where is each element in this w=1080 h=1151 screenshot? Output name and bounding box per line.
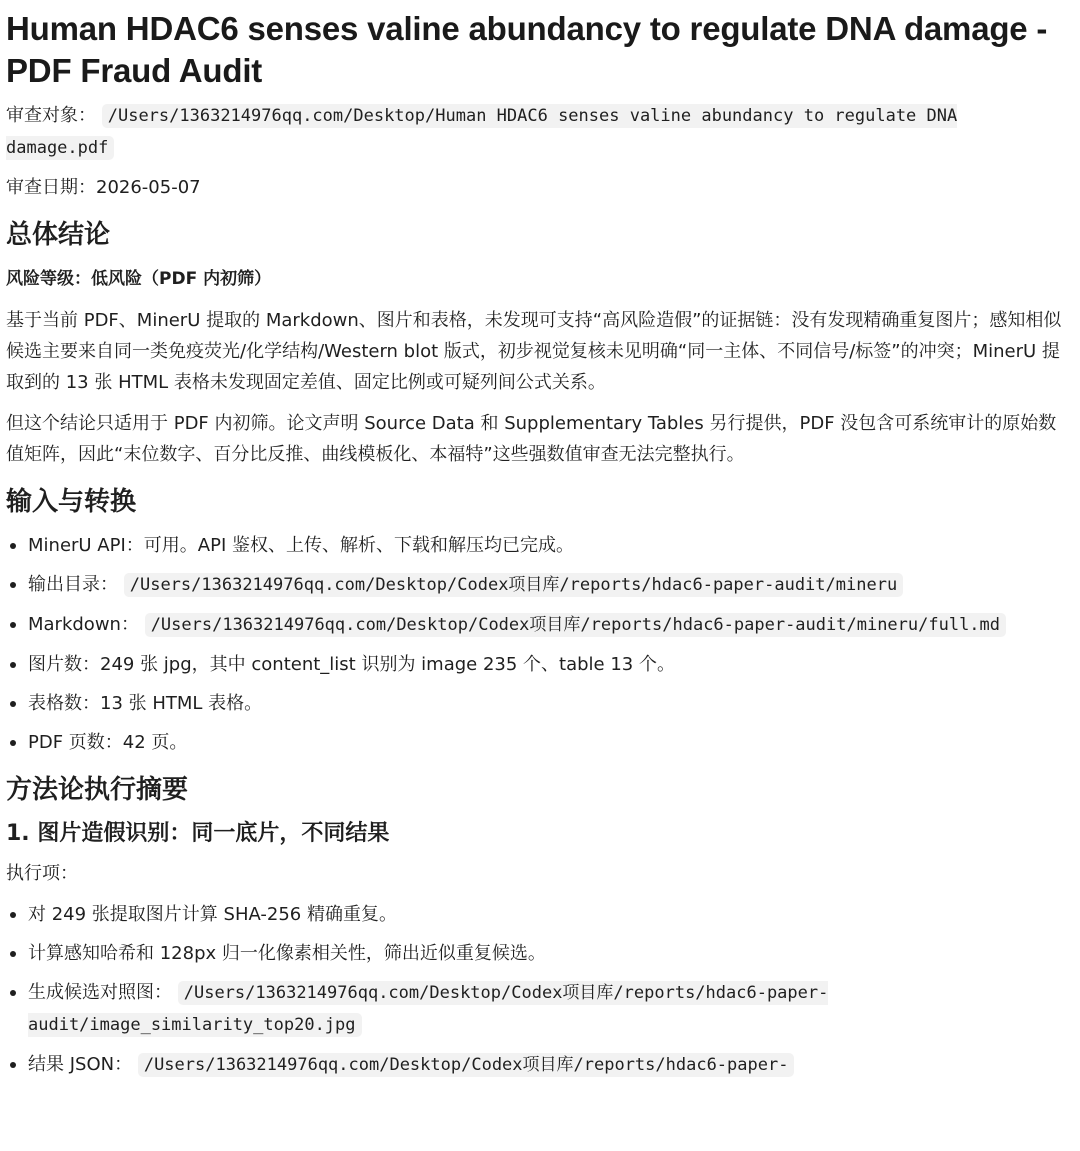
list-item — [6, 938, 1074, 969]
page-title: Human HDAC6 senses valine abundancy to regulate DNA damage - PDF Fraud Audit — [6, 10, 1048, 89]
conclusion-heading: 总体结论 — [6, 220, 111, 250]
list-item — [6, 688, 1074, 719]
result-json-path: /Users/1363214976qq.com/Desktop/Codex项目库/reports/hdac6-paper- — [138, 1053, 795, 1077]
item-text: 可用。API 鉴权、上传、解析、下载和解压均已完成。 — [143, 535, 574, 556]
input-list — [6, 530, 1074, 758]
input-heading: 输入与转换 — [6, 487, 137, 517]
item-label: PDF 页数： — [28, 732, 123, 753]
item-text: 13 张 HTML 表格。 — [100, 693, 263, 714]
item-text: 42 页。 — [122, 732, 188, 753]
risk-level-text: 风险等级：低风险（PDF 内初筛） — [6, 269, 272, 289]
similarity-image-path: /Users/1363214976qq.com/Desktop/Codex项目库/reports/hdac6-paper-audit/image_similarity_top20.jpg — [28, 983, 829, 1035]
audit-target-label: 审查对象： — [6, 105, 96, 126]
list-item — [6, 977, 1074, 1041]
list-item — [6, 649, 1074, 680]
list-item — [6, 899, 1074, 930]
markdown-path: /Users/1363214976qq.com/Desktop/Codex项目库/reports/hdac6-paper-audit/mineru/full.md — [145, 613, 1006, 637]
audit-target-path: /Users/1363214976qq.com/Desktop/Human HDAC6 senses valine abundancy to regulate DNA damage.pdf — [6, 106, 958, 158]
list-item — [6, 530, 1074, 561]
list-item — [6, 569, 1074, 601]
execution-intro: 执行项： — [6, 863, 78, 884]
audit-date-label: 审查日期： — [6, 177, 96, 198]
item-label: MinerU API： — [28, 535, 144, 556]
risk-level — [6, 263, 1074, 295]
item-text: 249 张 jpg，其中 content_list 识别为 image 235 个、table 13 个。 — [100, 654, 675, 675]
item-label: 表格数： — [28, 693, 100, 714]
item-label: 图片数： — [28, 654, 100, 675]
item-label: 结果 JSON： — [28, 1054, 133, 1075]
item-label: 生成候选对照图： — [28, 982, 172, 1003]
item-text: 对 249 张提取图片计算 SHA-256 精确重复。 — [28, 904, 397, 925]
conclusion-paragraph-1: 基于当前 PDF、MinerU 提取的 Markdown、图片和表格，未发现可支持“高风险造假”的证据链：没有发现精确重复图片；感知相似候选主要来自同一类免疫荧光/化学结构/Western blot 版式，初步视觉复核未见明确“同一主体、不同信号/标签”的冲突；MinerU 提取到的 13 张 HTML 表格未发现固定差值、固定比例或可疑列间公式关系。 — [6, 310, 1062, 393]
list-item — [6, 609, 1074, 641]
item-label: 输出目录： — [28, 574, 118, 595]
methodology-heading: 方法论执行摘要 — [6, 775, 189, 805]
list-item — [6, 1049, 1074, 1081]
item-text: 计算感知哈希和 128px 归一化像素相关性，筛出近似重复候选。 — [28, 943, 546, 964]
audit-target — [6, 100, 1074, 164]
item-label: Markdown： — [28, 614, 139, 635]
audit-date — [6, 172, 1074, 203]
conclusion-paragraph-2: 但这个结论只适用于 PDF 内初筛。论文声明 Source Data 和 Supplementary Tables 另行提供，PDF 没包含可系统审计的原始数值矩阵，因此“末位数字、百分比反推、曲线模板化、本福特”这些强数值审查无法完整执行。 — [6, 413, 1057, 465]
list-item — [6, 727, 1074, 758]
image-fraud-heading: 1. 图片造假识别：同一底片，不同结果 — [6, 821, 390, 846]
output-dir-path: /Users/1363214976qq.com/Desktop/Codex项目库/reports/hdac6-paper-audit/mineru — [124, 573, 903, 597]
execution-list — [6, 899, 1074, 1081]
audit-date-value: 2026-05-07 — [96, 177, 201, 198]
